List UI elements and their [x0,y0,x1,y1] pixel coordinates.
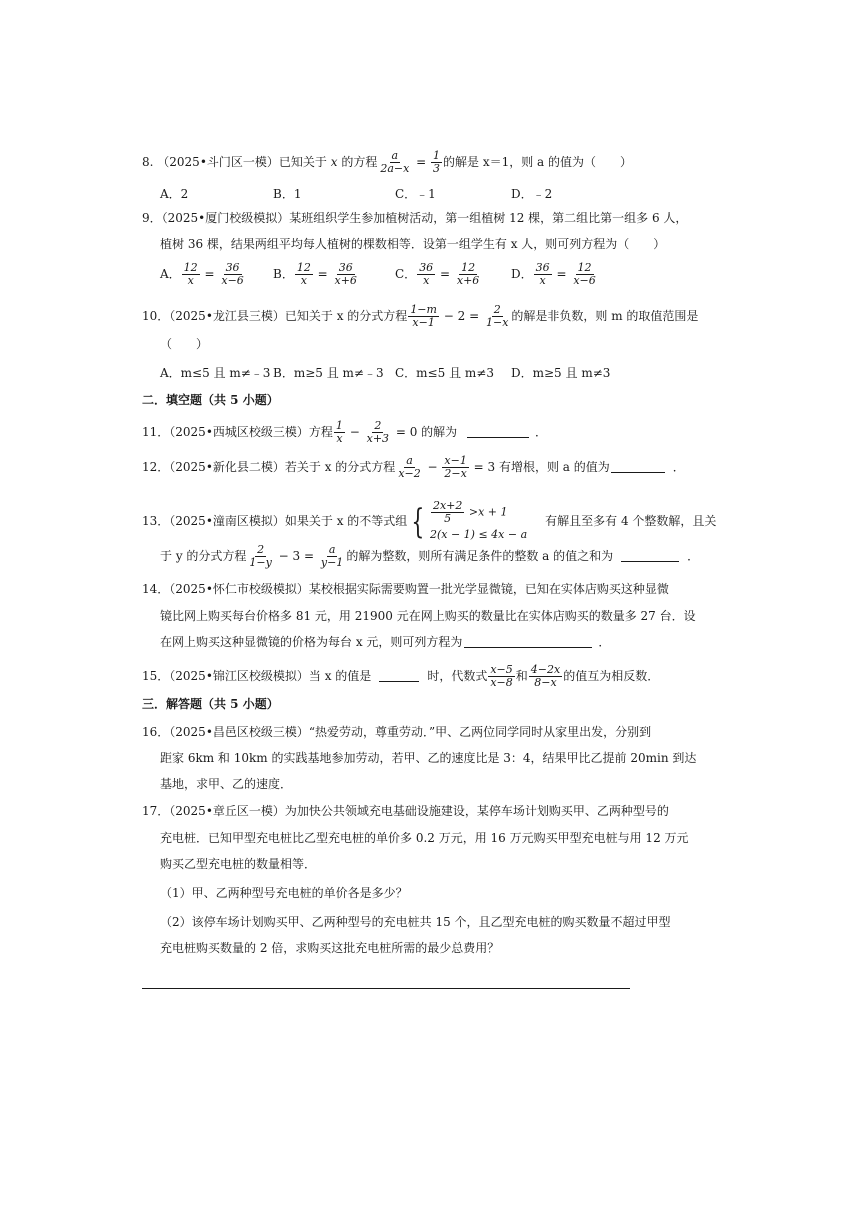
question-number: 11． [142,425,170,439]
section-heading-fill-in: 二．填空题（共 5 小题） [142,393,279,407]
answer-blank[interactable] [621,561,679,562]
option-d: D．m≥5 且 m≠3 [511,366,611,380]
question-text: 充电桩购买数量的 2 倍，求购买这批充电桩所需的最少总费用？ [160,941,500,955]
option-b: B． $\frac{12}{x}$ = $\frac{36}{x+6}$ [273,261,357,287]
question-number: 16． [142,725,170,739]
question-9 [142,210,687,226]
question-text: 植树 36 棵，结果两组平均每人植树的棵数相等．设第一组学生有 x 人，则可列方程为（ ） [160,237,666,251]
question-number: 8. [142,155,154,169]
fraction: $\frac{4-2x}{8-x}$ [530,663,561,689]
question-8: 8. （2025•斗门区一模）已知关于 x 的方程 $\frac{a}{2a-x}$ = $\frac{1}{3}$ 的解是 x＝1，则 a 的值为（ ） [142,149,633,175]
question-number: 12． [142,460,170,474]
option-c: C．﹣1 [395,187,436,201]
question-number: 17． [142,804,170,818]
fraction: $\frac{a}{y-1}$ [320,543,344,569]
fraction: $\frac{a}{2a-x}$ [380,149,410,175]
answer-blank[interactable] [464,647,592,648]
question-number: 9． [142,211,162,225]
question-text: 充电桩．已知甲型充电桩比乙型充电桩的单价多 0.2 万元，用 16 万元购买甲型充电桩与用 12 万元 [160,831,689,845]
answer-bracket: （ ） [160,337,209,351]
answer-blank[interactable] [611,472,665,473]
option-a: A． $\frac{12}{x}$ = $\frac{36}{x-6}$ [160,261,244,287]
sub-question-2: （2）该停车场计划购买甲、乙两种型号的充电桩共 15 个，且乙型充电桩的购买数量不超过甲型 [160,915,671,929]
question-text: 基地，求甲、乙的速度． [160,777,293,791]
option-b: B．1 [273,187,302,201]
fraction: $\frac{x-5}{x-8}$ [490,663,513,689]
question-12: 12．（2025•新化县二模）若关于 x 的分式方程 $\frac{a}{x-2}$ − $\frac{x-1}{2-x}$ = 3 有增根，则 a 的值为 ． [142,454,685,480]
question-source: （2025•怀仁市校级模拟） [169,582,309,596]
option-c: C．m≤5 且 m≠3 [395,366,494,380]
question-source: （2025•章丘区一模） [169,804,285,818]
question-text: 购买乙型充电桩的数量相等． [160,857,317,871]
question-source: （2025•昌邑区校级三模） [169,725,309,739]
question-13: 13．（2025•潼南区模拟）如果关于 x 的不等式组 { $\frac{2x+2}{5}$ >x + 1 2(x − 1) ≤ 4x − a 有解且至多有 4 个整数解，且关 [142,499,717,542]
fraction: $\frac{1}{3}$ [433,149,441,175]
option-c: C． $\frac{36}{x}$ = $\frac{12}{x+6}$ [395,261,480,287]
question-source: （2025•龙江县三模） [169,309,285,323]
fraction: $\frac{2}{x+3}$ [366,419,390,445]
question-16: 16．（2025•昌邑区校级三模）“热爱劳动，尊重劳动．”甲、乙两位同学同时从家里出发，分别到 [142,725,652,739]
fraction: $\frac{1}{x}$ [335,419,343,445]
question-source: （2025•潼南区模拟） [169,514,285,528]
question-14: 14．（2025•怀仁市校级模拟）某校根据实际需要购置一批光学显微镜，已知在实体店购买这种显微 [142,582,669,596]
option-d: D．﹣2 [511,187,553,201]
question-text: 的解是 x＝1，则 a 的值为（ ） [443,155,633,169]
fraction: $\frac{2}{1-y}$ [249,543,272,569]
fraction: $\frac{x-1}{2-x}$ [444,454,467,480]
fraction: $\frac{2}{1-x}$ [485,303,509,329]
sub-question-1: （1）甲、乙两种型号充电桩的单价各是多少？ [160,886,408,900]
question-17: 17．（2025•章丘区一模）为加快公共领域充电基础设施建设，某停车场计划购买甲、乙两种型号的 [142,804,669,818]
question-number: 15． [142,669,170,683]
section-heading-solve: 三．解答题（共 5 小题） [142,697,279,711]
question-text: 距家 6km 和 10km 的实践基地参加劳动，若甲、乙的速度比是 3：4，结果甲比乙提前 20min 到达 [160,751,697,765]
question-10: 10．（2025•龙江县三模）已知关于 x 的分式方程 $\frac{1-m}{x-1}$ − 2 = $\frac{2}{1-x}$ 的解是非负数，则 m 的取值范围是 [142,303,699,329]
fraction: $\frac{a}{x-2}$ [398,454,421,480]
option-a: A．2 [160,187,189,201]
question-11: 11．（2025•西城区校级三模）方程 $\frac{1}{x}$ − $\frac{2}{x+3}$ = 0 的解为 ． [142,419,548,445]
question-text: 某班组织学生参加植树活动，第一组植树 12 棵，第二组比第一组多 6 人， [289,211,688,225]
question-text: 已知关于 [278,155,331,169]
question-number: 13． [142,514,170,528]
inequality-system: { $\frac{2x+2}{5}$ >x + 1 2(x − 1) ≤ 4x − a [411,499,528,542]
variable: x [330,155,338,169]
question-text: 在网上购买这种显微镜的价格为每台 x 元，则可列方程为 ． [160,635,611,649]
question-source: （2025•新化县二模） [169,460,285,474]
option-d: D． $\frac{36}{x}$ = $\frac{12}{x-6}$ [511,261,596,287]
question-number: 14． [142,582,170,596]
answer-blank[interactable] [467,437,529,438]
option-b: B．m≥5 且 m≠﹣3 [273,366,384,380]
question-15: 15．（2025•锦江区校级模拟）当 x 的值是 时，代数式 $\frac{x-5}{x-8}$ 和 $\frac{4-2x}{8-x}$ 的值互为相反数． [142,663,660,689]
footer-divider [142,988,630,989]
option-a: A．m≤5 且 m≠﹣3 [160,366,271,380]
question-source: （2025•锦江区校级模拟） [169,669,309,683]
fraction: $\frac{1-m}{x-1}$ [410,303,437,329]
question-text: 镜比网上购买每台价格多 81 元，用 21900 元在网上购买的数量比在实体店购买的数量多 27 台．设 [160,609,696,623]
question-source: （2025•西城区校级三模） [169,425,309,439]
answer-blank[interactable] [379,681,419,682]
question-number: 10． [142,309,170,323]
question-text: 的方程 [337,155,378,169]
question-source: （2025•斗门区一模） [157,155,279,169]
question-source: （2025•厦门校级模拟） [161,211,290,225]
question-text: 于 y 的分式方程 $\frac{2}{1-y}$ − 3 = $\frac{a}{y-1}$ 的解为整数，则所有满足条件的整数 a 的值之和为 ． [160,543,700,569]
